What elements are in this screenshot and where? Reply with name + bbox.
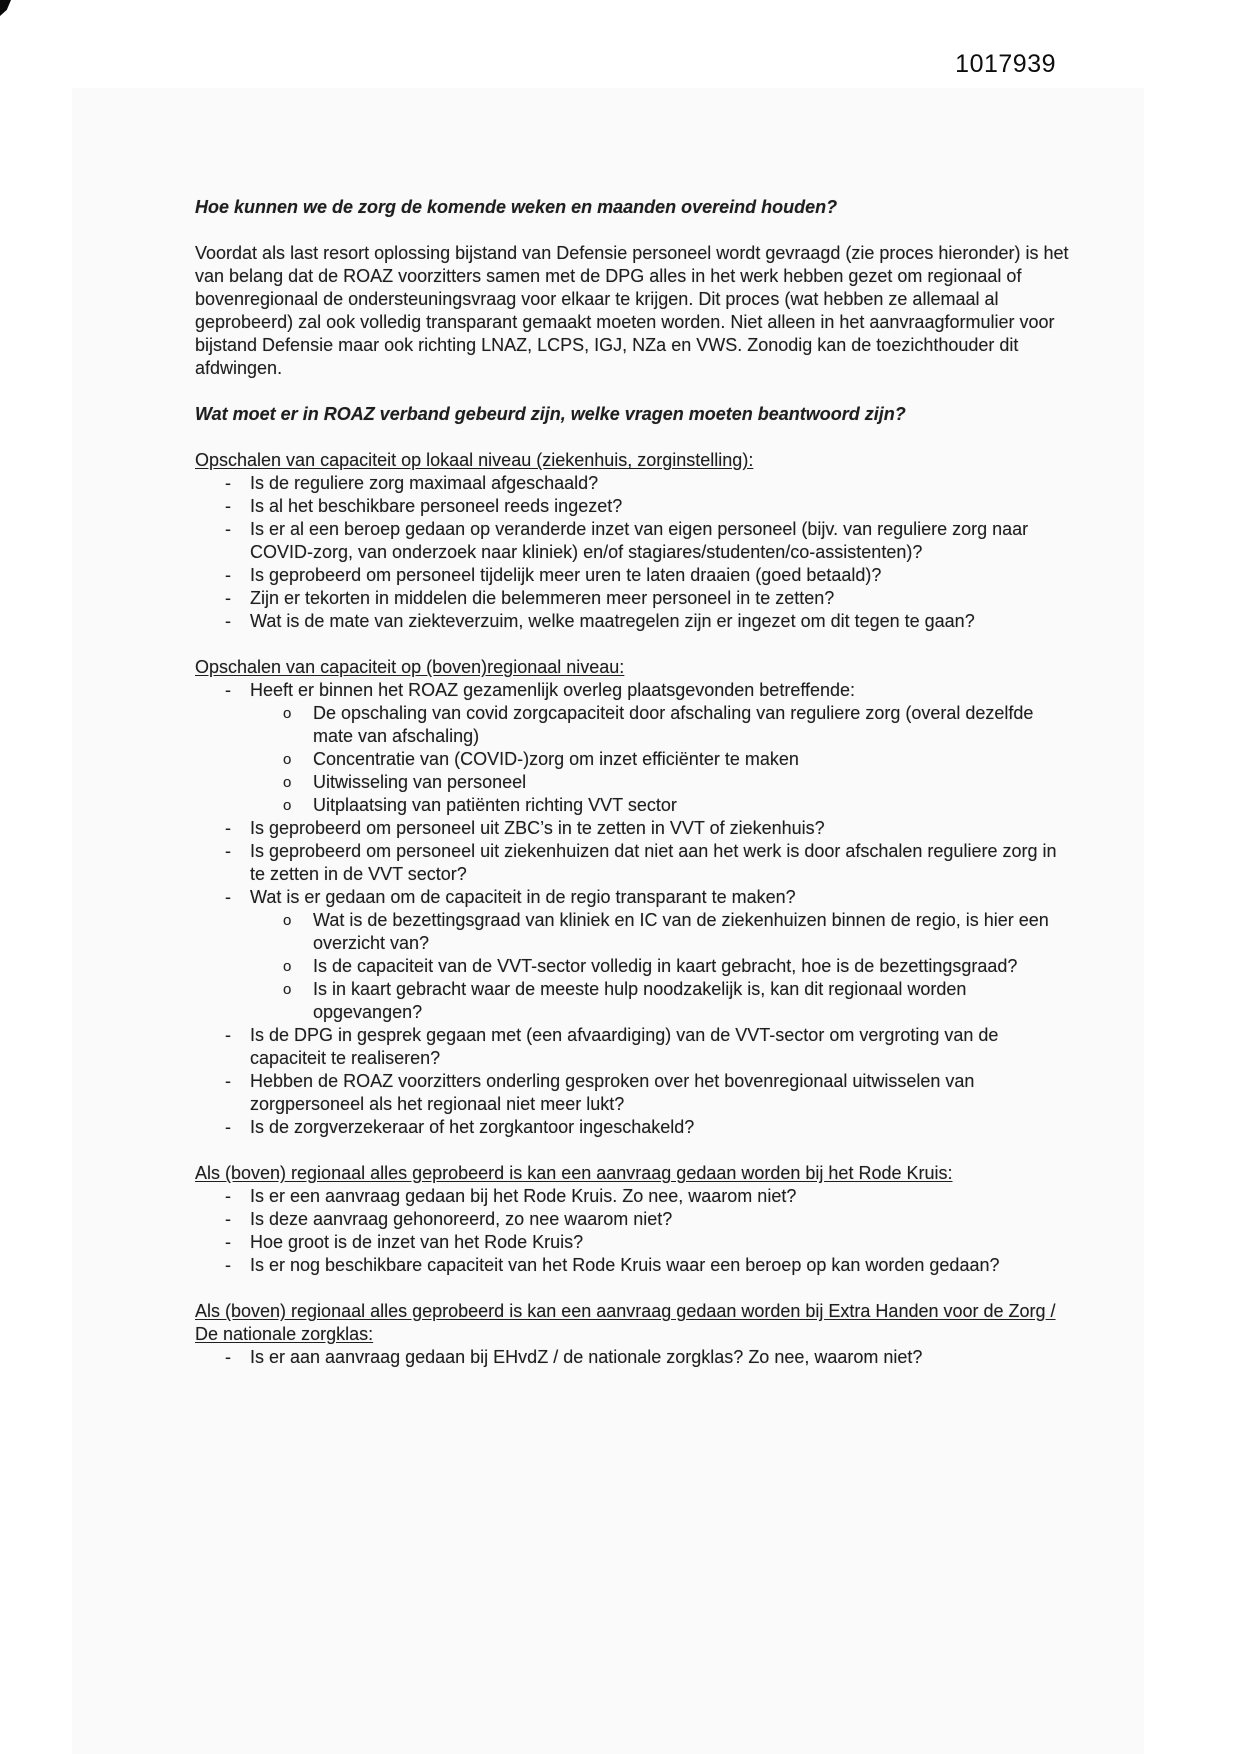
dash-bullet-marker: - <box>225 1255 231 1275</box>
bullet-text: Is er een aanvraag gedaan bij het Rode Kruis. Zo nee, waarom niet? <box>250 1186 797 1206</box>
dash-bullet-marker: - <box>225 1025 231 1045</box>
question-heading-main: Hoe kunnen we de zorg de komende weken en maanden overeind houden? <box>195 197 838 217</box>
dash-bullet-marker: - <box>225 519 231 539</box>
bullet-item <box>195 817 1075 840</box>
bullet-text: Is deze aanvraag gehonoreerd, zo nee waarom niet? <box>250 1209 673 1229</box>
dash-bullet-marker: - <box>225 611 231 631</box>
bullet-text: Is geprobeerd om personeel uit ziekenhuizen dat niet aan het werk is door afschalen reguliere zorg in te zetten in de VVT sector? <box>250 841 1057 884</box>
bullet-text: Is er nog beschikbare capaciteit van het Rode Kruis waar een beroep op kan worden gedaan? <box>250 1255 1000 1275</box>
bullet-item <box>195 587 1075 610</box>
bullet-text: Wat is de mate van ziekteverzuim, welke maatregelen zijn er ingezet om dit tegen te gaan? <box>250 611 975 631</box>
sub-bullet-item <box>195 702 1075 748</box>
dash-bullet-marker: - <box>225 818 231 838</box>
section <box>195 449 1075 633</box>
dash-bullet-marker: - <box>225 496 231 516</box>
bullet-item <box>195 518 1075 564</box>
circle-bullet-marker: o <box>283 705 292 722</box>
bullet-item <box>195 1254 1075 1277</box>
section <box>195 1300 1075 1369</box>
scan-corner-artifact <box>0 0 11 16</box>
bullet-text: Concentratie van (COVID-)zorg om inzet efficiënter te maken <box>313 749 799 769</box>
bullet-item <box>195 840 1075 886</box>
sections-container <box>195 449 1075 1369</box>
section <box>195 656 1075 1139</box>
sub-bullet-item <box>195 978 1075 1024</box>
section-title: Als (boven) regionaal alles geprobeerd is kan een aanvraag gedaan worden bij het Rode Kruis: <box>195 1163 953 1183</box>
bullet-item <box>195 886 1075 909</box>
section-title: Opschalen van capaciteit op lokaal niveau (ziekenhuis, zorginstelling): <box>195 450 754 470</box>
dash-bullet-marker: - <box>225 565 231 585</box>
dash-bullet-marker: - <box>225 1071 231 1091</box>
bullet-text: Is in kaart gebracht waar de meeste hulp noodzakelijk is, kan dit regionaal worden opgevangen? <box>313 979 967 1022</box>
section-title: Als (boven) regionaal alles geprobeerd is kan een aanvraag gedaan worden bij Extra Handen voor de Zorg / De nationale zorgklas: <box>195 1301 1056 1344</box>
bullet-item <box>195 472 1075 495</box>
bullet-text: Is er aan aanvraag gedaan bij EHvdZ / de nationale zorgklas? Zo nee, waarom niet? <box>250 1347 923 1367</box>
intro-paragraph: Voordat als last resort oplossing bijstand van Defensie personeel wordt gevraagd (zie proces hieronder) is het van belang dat de ROAZ voorzitters samen met de DPG alles in het werk hebben gezet om regionaal of bovenregionaal de ondersteuningsvraag voor elkaar te krijgen. Dit proces (wat hebben ze allemaal al geprobeerd) zal ook volledig transparant gemaakt moeten worden. Niet alleen in het aanvraagformulier voor bijstand Defensie maar ook richting LNAZ, LCPS, IGJ, NZa en VWS. Zonodig kan de toezichthouder dit afdwingen. <box>195 243 1069 378</box>
bullet-item <box>195 1116 1075 1139</box>
dash-bullet-marker: - <box>225 1347 231 1367</box>
section-title: Opschalen van capaciteit op (boven)regionaal niveau: <box>195 657 625 677</box>
bullet-item <box>195 564 1075 587</box>
circle-bullet-marker: o <box>283 774 292 791</box>
bullet-item <box>195 1208 1075 1231</box>
circle-bullet-marker: o <box>283 912 292 929</box>
bullet-text: Is de capaciteit van de VVT-sector volledig in kaart gebracht, hoe is de bezettingsgraad? <box>313 956 1018 976</box>
bullet-text: Zijn er tekorten in middelen die belemmeren meer personeel in te zetten? <box>250 588 835 608</box>
dash-bullet-marker: - <box>225 588 231 608</box>
circle-bullet-marker: o <box>283 958 292 975</box>
dash-bullet-marker: - <box>225 1186 231 1206</box>
bullet-text: De opschaling van covid zorgcapaciteit door afschaling van reguliere zorg (overal dezelfde mate van afschaling) <box>313 703 1034 746</box>
bullet-item <box>195 495 1075 518</box>
bullet-item <box>195 1070 1075 1116</box>
question-heading-roaz: Wat moet er in ROAZ verband gebeurd zijn, welke vragen moeten beantwoord zijn? <box>195 404 906 424</box>
bullet-text: Uitplaatsing van patiënten richting VVT sector <box>313 795 677 815</box>
dash-bullet-marker: - <box>225 887 231 907</box>
bullet-item <box>195 1185 1075 1208</box>
bullet-text: Is de reguliere zorg maximaal afgeschaald? <box>250 473 599 493</box>
document-number: 1017939 <box>955 50 1056 78</box>
bullet-text: Uitwisseling van personeel <box>313 772 527 792</box>
bullet-text: Is geprobeerd om personeel tijdelijk meer uren te laten draaien (goed betaald)? <box>250 565 882 585</box>
bullet-item <box>195 679 1075 702</box>
sub-bullet-item <box>195 955 1075 978</box>
sub-bullet-item <box>195 748 1075 771</box>
dash-bullet-marker: - <box>225 1117 231 1137</box>
section <box>195 1162 1075 1277</box>
bullet-text: Is al het beschikbare personeel reeds ingezet? <box>250 496 623 516</box>
bullet-text: Wat is er gedaan om de capaciteit in de regio transparant te maken? <box>250 887 796 907</box>
bullet-item <box>195 1231 1075 1254</box>
sub-bullet-item <box>195 771 1075 794</box>
bullet-text: Hoe groot is de inzet van het Rode Kruis? <box>250 1232 584 1252</box>
dash-bullet-marker: - <box>225 841 231 861</box>
dash-bullet-marker: - <box>225 473 231 493</box>
circle-bullet-marker: o <box>283 981 292 998</box>
sub-bullet-item <box>195 909 1075 955</box>
bullet-text: Heeft er binnen het ROAZ gezamenlijk overleg plaatsgevonden betreffende: <box>250 680 856 700</box>
dash-bullet-marker: - <box>225 1232 231 1252</box>
bullet-text: Is er al een beroep gedaan op veranderde inzet van eigen personeel (bijv. van reguliere zorg naar COVID-zorg, van onderzoek naar kliniek) en/of stagiares/studenten/co-assistenten)? <box>250 519 1029 562</box>
document-content <box>195 196 1075 1392</box>
bullet-item <box>195 1346 1075 1369</box>
sub-bullet-item <box>195 794 1075 817</box>
bullet-text: Hebben de ROAZ voorzitters onderling gesproken over het bovenregionaal uitwisselen van zorgpersoneel als het regionaal niet meer lukt? <box>250 1071 975 1114</box>
dash-bullet-marker: - <box>225 1209 231 1229</box>
bullet-text: Is de zorgverzekeraar of het zorgkantoor ingeschakeld? <box>250 1117 695 1137</box>
bullet-text: Is geprobeerd om personeel uit ZBC’s in te zetten in VVT of ziekenhuis? <box>250 818 825 838</box>
bullet-text: Is de DPG in gesprek gegaan met (een afvaardiging) van de VVT-sector om vergroting van de capaciteit te realiseren? <box>250 1025 999 1068</box>
circle-bullet-marker: o <box>283 797 292 814</box>
dash-bullet-marker: - <box>225 680 231 700</box>
bullet-text: Wat is de bezettingsgraad van kliniek en IC van de ziekenhuizen binnen de regio, is hier een overzicht van? <box>313 910 1049 953</box>
bullet-item <box>195 610 1075 633</box>
bullet-item <box>195 1024 1075 1070</box>
circle-bullet-marker: o <box>283 751 292 768</box>
